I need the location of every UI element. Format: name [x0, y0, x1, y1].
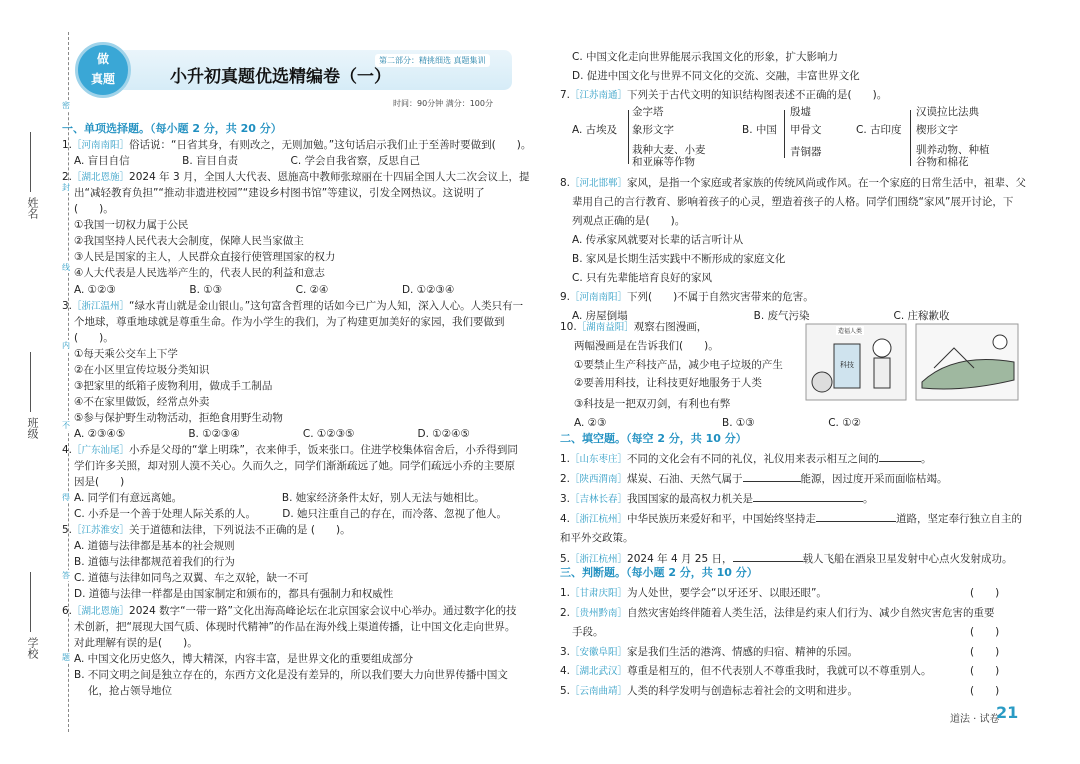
question-stem: 7.［江苏南通］下列关于古代文明的知识结构图表述不正确的是( )。 [560, 89, 888, 101]
question-line: C. 道德与法律如同鸟之双翼、车之双轮，缺一不可 [74, 572, 309, 585]
question-line: 术创新，把“展现大国气质、体现时代精神”的作品在海外线上渠道传播，让中国文化走向世界。 [74, 620, 516, 633]
fill-question: 和平外交政策。 [560, 532, 634, 544]
question-line: D. 道德与法律一样都是由国家制定和颁布的，都具有强制力和权威性 [74, 588, 394, 601]
question-line: ①每天乘公交车上下学 [74, 347, 178, 360]
answer-blank[interactable] [753, 491, 863, 502]
answer-parentheses[interactable]: ( ) [970, 665, 1000, 677]
question-line: 化，抢占领导地位 [88, 684, 172, 697]
question-line: ( )。 [74, 203, 114, 216]
question-10: 10.［湖南益阳］观察右图漫画， 两幅漫画是在告诉我们( )。 ①要禁止生产科技产品，减少电子垃圾的产生 ②要善用科技，让科技更好地服务于人类 ③科技是一把双刃剑，有利也有弊 A. ②③ B. ①③ C. ①② 造福人类 科技 [560, 320, 1030, 430]
section-subtitle: 第二部分：精挑细选 真题集训 [375, 54, 490, 67]
page-title: 小升初真题优选精编卷（一） [170, 67, 391, 87]
question-line: ③人民是国家的主人，人民群众直接行使管理国家的权力 [74, 251, 336, 264]
footer-label: 道法 · 试卷 [950, 714, 1000, 725]
q7-a-item: 象形文字 [632, 124, 674, 136]
question-line: B. 家风是长期生活实践中不断形成的家庭文化 [572, 253, 786, 265]
question-line: ②在小区里宣传垃圾分类知识 [74, 363, 210, 376]
q7-c-item: 楔形文字 [916, 124, 958, 136]
judge-question: 手段。 [572, 626, 604, 638]
answer-parentheses[interactable]: ( ) [970, 684, 1000, 697]
q7-a-item: 栽种大麦、小麦 和亚麻等作物 [632, 144, 706, 168]
question-line: 对此理解有误的是( )。 [74, 636, 198, 649]
question-line: ⑤参与保护野生动物活动，拒绝食用野生动物 [74, 411, 283, 424]
answer-blank[interactable] [816, 511, 896, 522]
q7-a-item: 金字塔 [632, 106, 664, 118]
question-line: A. 同学们有意远离她。 B. 她家经济条件太好，别人无法与她相比。 [74, 492, 485, 505]
section-heading: 三、判断题。（每小题 2 分，共 10 分） [560, 566, 758, 579]
question-stem: 3.［浙江温州］“绿水青山就是金山银山。”这句富含哲理的话如今已广为人知，深入人心。人类只有一 [62, 299, 524, 312]
seal-char: 密 [62, 101, 70, 110]
section-heading: 二、填空题。（每空 2 分，共 10 分） [560, 432, 747, 445]
q7-c-item: 驯养动物、种植 谷物和棉花 [916, 144, 990, 168]
question-line: C. 中国文化走向世界能展示我国文化的形象，扩大影响力 [572, 51, 839, 63]
question-line: 学们许多关照，却对别人漠不关心。久而久之，同学们渐渐疏远了她。同学们疏远小乔的主要原 [74, 460, 515, 473]
exam-meta: 时间：90分钟 满分：100分 [393, 99, 493, 108]
question-line: 列观点正确的是( )。 [572, 215, 686, 227]
question-stem: 6.［湖北恩施］2024 数字“一带一路”文化出海高峰论坛在北京国家会议中心举办。通过数字化的技 [62, 604, 517, 617]
cartoon-label: 科技 [840, 361, 854, 369]
fill-question: 1.［山东枣庄］不同的文化会有不同的礼仪，礼仪用来表示相互之间的 。 [560, 453, 932, 465]
q7-b-item: 甲骨文 [790, 124, 822, 136]
question-line: ②我国坚持人民代表大会制度，保障人民当家做主 [74, 235, 304, 248]
question-line: 出“减轻教育负担”“推动非遗进校园”“建设乡村图书馆”等建议，引发全网热议。这说明了 [74, 187, 485, 200]
judge-question: 3.［安徽阜阳］家是我们生活的港湾、情感的归宿、精神的乐园。 [560, 645, 859, 658]
question-line: ③把家里的纸箱子废物利用，做成手工制品 [74, 379, 273, 392]
judge-question: 1.［甘肃庆阳］为人处世，要学会“以牙还牙、以眼还眼”。 [560, 587, 827, 599]
question-line: A. ②③④⑤ B. ①②③④ C. ①②③⑤ D. ①②④⑤ [74, 427, 470, 440]
seal-char: 线 [62, 263, 70, 272]
q7-structure-diagrams [572, 104, 1032, 172]
question-line: C. 只有先辈能培育良好的家风 [572, 272, 713, 284]
answer-blank[interactable] [733, 551, 803, 562]
fill-question: 3.［吉林长春］我国国家的最高权力机关是 。 [560, 493, 874, 505]
question-stem: 5.［江苏淮安］关于道德和法律，下列说法不正确的是 ( )。 [62, 524, 351, 537]
answer-blank[interactable] [879, 451, 921, 462]
answer-blank[interactable] [743, 471, 801, 482]
seal-char: 答 [62, 571, 70, 580]
question-line: ①我国一切权力属于公民 [74, 219, 189, 232]
section-heading: 一、单项选择题。（每小题 2 分，共 20 分） [62, 122, 282, 135]
question-line: A. ①②③ B. ①③ C. ②④ D. ①②③④ [74, 283, 455, 296]
question-line: A. 道德与法律都是基本的社会规则 [74, 540, 235, 553]
fill-question: 5.［浙江杭州］2024 年 4 月 25 日， 载人飞船在酒泉卫星发射中心点火发射成功。 [560, 553, 1013, 565]
question-stem: 2.［湖北恩施］2024 年 3 月，全国人大代表、恩施高中教师张琼丽在十四届全国人大二次会议上，提 [62, 171, 530, 184]
question-line: A. 盲目自信 B. 盲目自责 C. 学会自我省察，反思自己 [74, 155, 421, 168]
q7-option-c-head: C. 古印度 [856, 124, 902, 136]
question-line: C. 小乔是一个善于处理人际关系的人。 D. 她只注重自己的存在，而冷落、忽视了他人。 [74, 508, 508, 521]
question-stem: 9.［河南南阳］下列( )不属于自然灾害带来的危害。 [560, 291, 814, 303]
question-line: B. 道德与法律都规范着我们的行为 [74, 556, 235, 569]
exam-header [75, 40, 505, 108]
question-stem: 8.［河北邯郸］家风，是指一个家庭或者家族的传统风尚或作风。在一个家庭的日常生活中，祖辈、父 [560, 177, 1027, 189]
seal-char: 得 [62, 493, 70, 502]
question-line: A. 传承家风就要对长辈的话言听计从 [572, 234, 744, 246]
question-line: 个地球，尊重地球就是尊重生命。作为小学生的我们，为了构建更加美好的家园，我们要做到 [74, 315, 505, 328]
q7-option-b-head: B. 中国 [742, 124, 777, 136]
question-line: 辈用自己的言行教育、影响着孩子的心灵，塑造着孩子的人格。同学们围绕“家风”展开讨论，下 [572, 196, 1014, 208]
seal-char: 封 [62, 183, 70, 192]
question-line: 因是( ) [74, 476, 125, 489]
school-label: 学校 [26, 637, 39, 659]
q7-c-item: 汉谟拉比法典 [916, 106, 979, 118]
question-line: D. 促进中国文化与世界不同文化的交流、交融，丰富世界文化 [572, 70, 860, 82]
fill-question: 2.［陕西渭南］煤炭、石油、天然气属于 能源，因过度开采而面临枯竭。 [560, 473, 948, 485]
answer-parentheses[interactable]: ( ) [970, 587, 1000, 599]
question-line: ④人大代表是人民选举产生的，代表人民的利益和意志 [74, 267, 325, 280]
question-stem: 4.［广东汕尾］小乔是父母的“掌上明珠”，衣来伸手，饭来张口。住进学校集体宿舍后，小乔得到同 [62, 444, 518, 456]
seal-char: 内 [62, 341, 70, 350]
judge-question: 5.［云南曲靖］人类的科学发明与创造标志着社会的文明和进步。 [560, 684, 859, 697]
question-line: A. 中国文化历史悠久，博大精深，内容丰富，是世界文化的重要组成部分 [74, 652, 414, 665]
class-label: 班级 [26, 417, 39, 439]
question-stem: 1.［河南南阳］俗话说：“日省其身，有则改之，无则加勉。”这句话启示我们止于至善时要做到( )。 [62, 139, 532, 152]
judge-question: 2.［贵州黔南］自然灾害始终伴随着人类生活，法律是约束人们行为、减少自然灾害危害的重要 [560, 606, 995, 619]
q7-option-a-head: A. 古埃及 [572, 124, 618, 136]
seal-char: 题 [62, 653, 70, 662]
page-number: 21 [996, 703, 1019, 722]
seal-char: 不 [62, 421, 70, 430]
cartoon-caption: 造福人类 [838, 328, 863, 335]
name-label: 姓名 [26, 197, 39, 219]
question-line: ( )。 [74, 331, 114, 344]
q7-b-item: 殷墟 [790, 106, 811, 118]
question-line: B. 不同文明之间是独立存在的，东西方文化是没有差异的，所以我们要大力向世界传播中国文 [74, 668, 508, 681]
question-line: ④不在家里做饭，经常点外卖 [74, 395, 210, 408]
q7-b-item: 青铜器 [790, 146, 822, 158]
answer-parentheses[interactable]: ( ) [970, 645, 1000, 658]
judge-question: 4.［湖北武汉］尊重是相互的，但不代表别人不尊重我时，我就可以不尊重别人。 [560, 665, 932, 677]
answer-parentheses[interactable]: ( ) [970, 626, 1000, 638]
fill-question: 4.［浙江杭州］中华民族历来爱好和平，中国始终坚持走 道路，坚定奉行独立自主的 [560, 513, 1023, 525]
logo-badge: 做 真题 [75, 42, 131, 98]
question-line: A. 房屋倒塌 B. 废气污染 C. 庄稼歉收 [572, 310, 950, 322]
